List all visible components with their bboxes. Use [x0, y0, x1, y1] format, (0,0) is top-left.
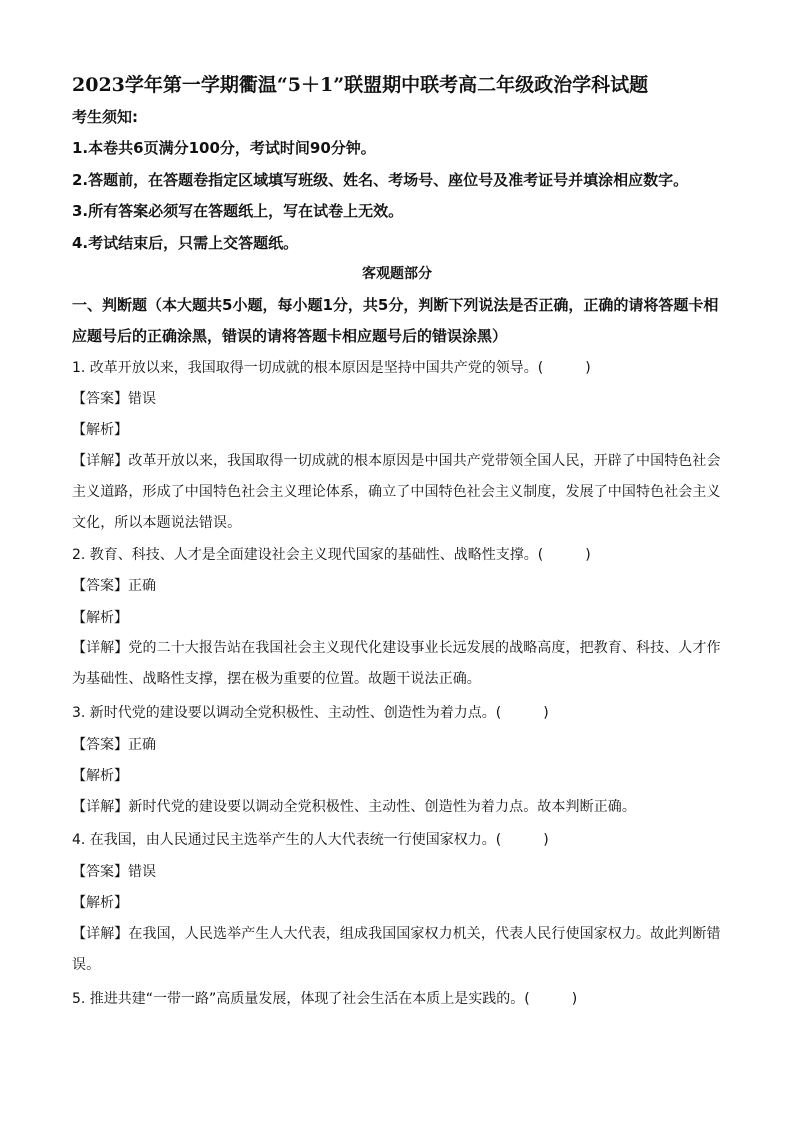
analysis-label: 【解析】: [72, 768, 128, 784]
exam-title: 2023学年第一学期衢温“5＋1”联盟期中联考高二年级政治学科试题: [72, 74, 649, 96]
analysis-label: 【解析】: [72, 895, 128, 911]
notice-item: 3.所有答案必须写在答题纸上，写在试卷上无效。: [72, 202, 404, 220]
answer-line: 【答案】正确: [72, 737, 156, 753]
answer-line: 【答案】正确: [72, 578, 156, 594]
notice-item: 4.考试结束后，只需上交答题纸。: [72, 234, 299, 252]
answer-line: 【答案】错误: [72, 864, 156, 880]
detail-paragraph: 【详解】党的二十大报告站在我国社会主义现代化建设事业长远发展的战略高度，把教育、科技、人才作为基础性、战略性支撑，摆在极为重要的位置。故题干说法正确。: [72, 640, 721, 687]
notice-item: 2.答题前，在答题卷指定区域填写班级、姓名、考场号、座位号及准考证号并填涂相应数字。: [72, 171, 689, 189]
analysis-label: 【解析】: [72, 422, 128, 438]
part-one-heading: 一、判断题（本大题共5小题，每小题1分，共5分，判断下列说法是否正确，正确的请将答题卡相应题号后的正确涂黑，错误的请将答题卡相应题号后的错误涂黑）: [72, 296, 719, 345]
detail-paragraph: 【详解】新时代党的建设要以调动全党积极性、主动性、创造性为着力点。故本判断正确。: [72, 799, 636, 815]
question-stem: 5. 推进共建“一带一路”高质量发展，体现了社会生活在本质上是实践的。( ): [72, 991, 578, 1007]
notice-item: 1.本卷共6页满分100分，考试时间90分钟。: [72, 139, 376, 157]
question-stem: 2. 教育、科技、人才是全面建设社会主义现代国家的基础性、战略性支撑。( ): [72, 547, 591, 563]
detail-paragraph: 【详解】在我国，人民选举产生人大代表，组成我国国家权力机关，代表人民行使国家权力。故此判断错误。: [72, 926, 721, 973]
question-stem: 3. 新时代党的建设要以调动全党积极性、主动性、创造性为着力点。( ): [72, 705, 549, 721]
question-stem: 1. 改革开放以来，我国取得一切成就的根本原因是坚持中国共产党的领导。( ): [72, 360, 591, 376]
notice-heading: 考生须知:: [72, 108, 138, 126]
detail-paragraph: 【详解】改革开放以来，我国取得一切成就的根本原因是中国共产党带领全国人民，开辟了中国特色社会主义道路，形成了中国特色社会主义理论体系，确立了中国特色社会主义制度，发展了中国特色社会主义文化，所以本题说法错误。: [72, 453, 721, 531]
section-title: 客观题部分: [362, 266, 432, 282]
analysis-label: 【解析】: [72, 610, 128, 626]
answer-line: 【答案】错误: [72, 391, 156, 407]
question-stem: 4. 在我国，由人民通过民主选举产生的人大代表统一行使国家权力。( ): [72, 832, 549, 848]
